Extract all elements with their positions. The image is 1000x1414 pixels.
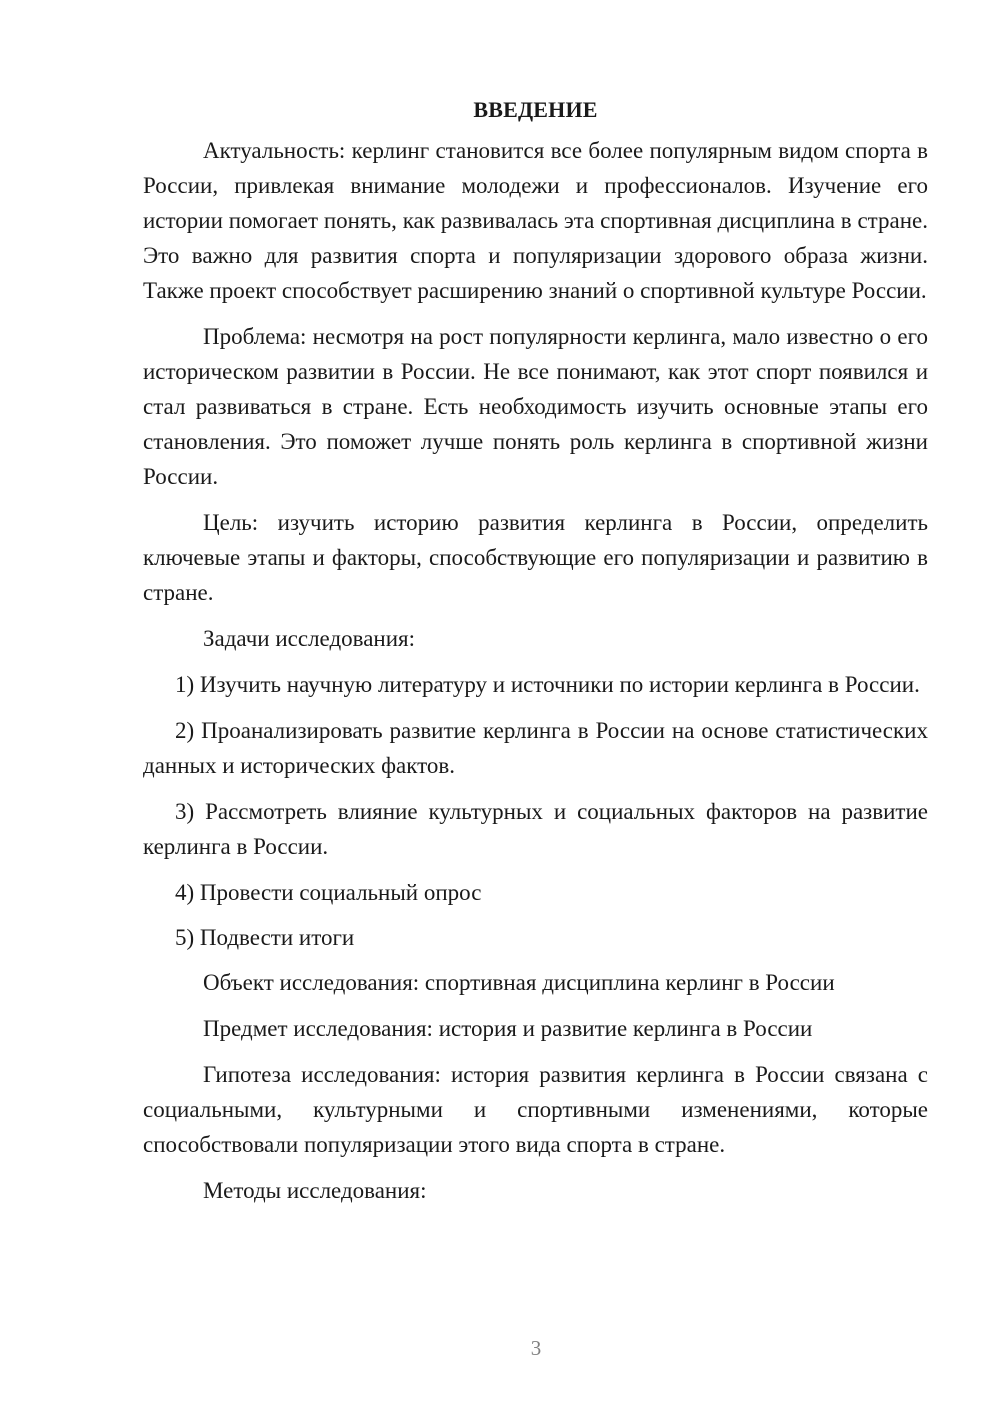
problem-paragraph: Проблема: несмотря на рост популярности керлинга, мало известно о его историческом развитии в России. Не все понимают, как этот спорт появился и стал развиваться в стране. Есть необходимость изучить основные этапы его становления. Это поможет лучше понять роль керлинга в спортивной жизни России. [143,324,928,489]
research-object: Объект исследования: спортивная дисциплина керлинг в России [203,970,835,995]
goal-paragraph: Цель: изучить историю развития керлинга в России, определить ключевые этапы и факторы, способствующие его популяризации и развитию в стране. [143,510,928,605]
task-item-2: 2) Проанализировать развитие керлинга в России на основе статистических данных и исторических фактов. [143,718,928,778]
hypothesis-paragraph: Гипотеза исследования: история развития керлинга в России связана с социальными, культурными и спортивными изменениями, которые способствовали популяризации этого вида спорта в стране. [143,1062,928,1157]
page-content [143,92,928,1219]
task-item-1: 1) Изучить научную литературу и источники по истории керлинга в России. [175,672,920,697]
section-heading: ВВЕДЕНИЕ [473,97,598,122]
relevance-paragraph: Актуальность: керлинг становится все более популярным видом спорта в России, привлекая внимание молодежи и профессионалов. Изучение его истории помогает понять, как развивалась эта спортивная дисциплина в стране. Это важно для развития спорта и популяризации здорового образа жизни. Также проект способствует расширению знаний о спортивной культуре России. [143,138,928,303]
tasks-heading: Задачи исследования: [203,626,416,651]
page-number: 3 [530,1336,542,1360]
task-item-4: 4) Провести социальный опрос [175,880,482,905]
task-item-5: 5) Подвести итоги [175,925,355,950]
research-subject: Предмет исследования: история и развитие керлинга в России [203,1016,813,1041]
methods-heading: Методы исследования: [203,1178,427,1203]
task-item-3: 3) Рассмотреть влияние культурных и социальных факторов на развитие керлинга в России. [143,799,928,859]
